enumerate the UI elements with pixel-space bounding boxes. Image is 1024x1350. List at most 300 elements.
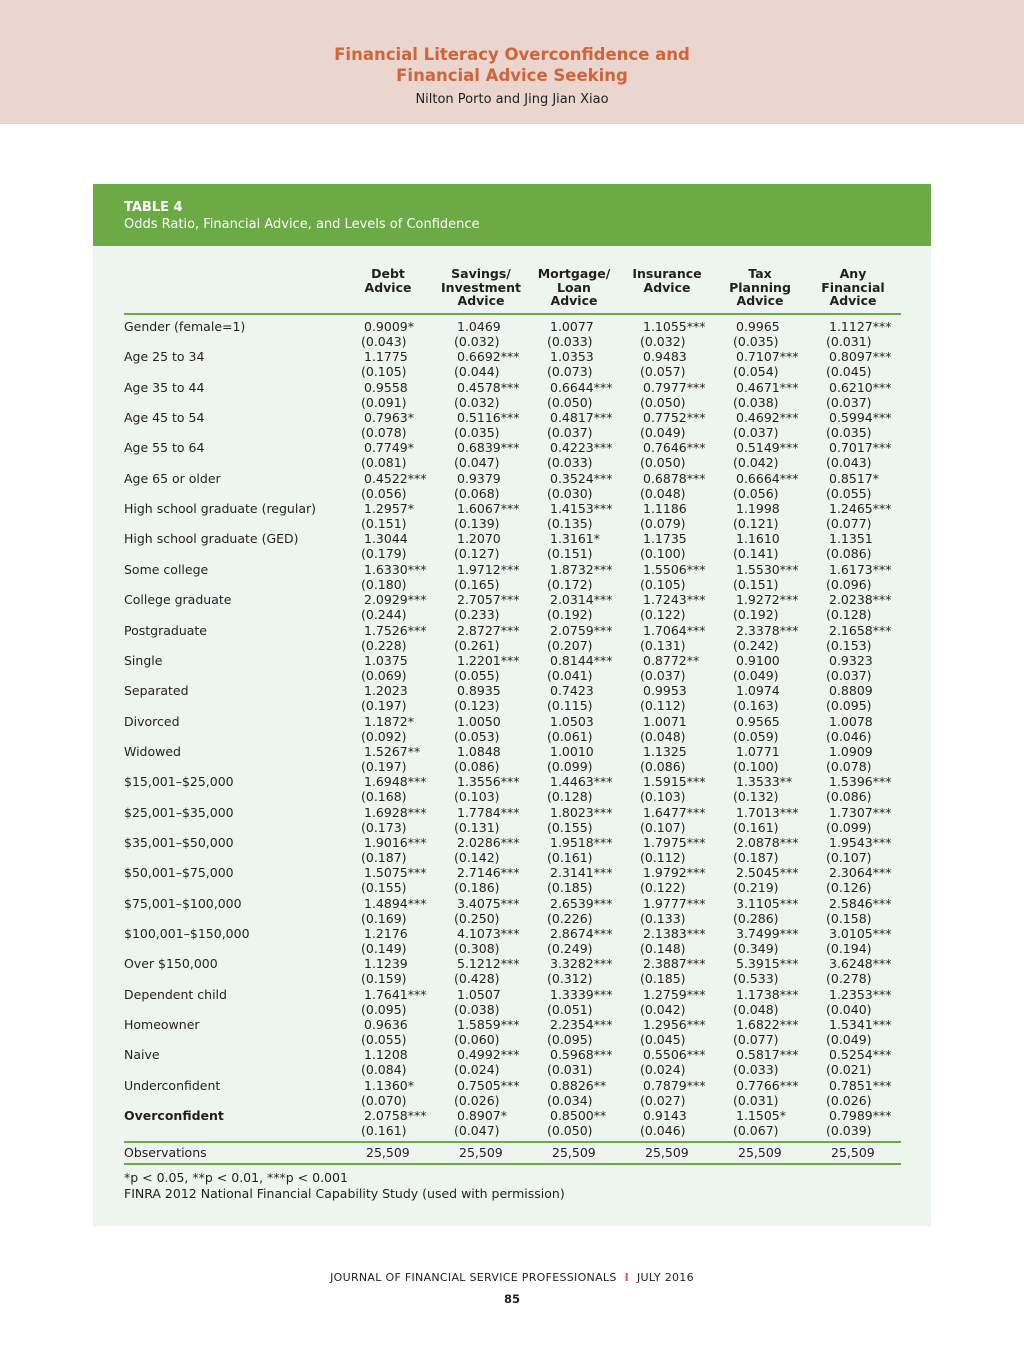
standard-error-cell: (0.131) (454, 819, 500, 835)
coefficient-cell: 1.9272*** (736, 592, 799, 608)
standard-error-cell: (0.122) (640, 607, 686, 623)
standard-error-cell: (0.151) (547, 546, 593, 562)
row-label: College graduate (124, 592, 232, 608)
coefficient-cell: 2.0758*** (364, 1108, 427, 1124)
coefficient-cell: 0.9953 (643, 683, 687, 699)
coefficient-cell: 1.7307*** (829, 804, 892, 820)
coefficient-cell: 0.7963* (364, 410, 414, 426)
standard-error-cell: (0.032) (454, 394, 500, 410)
coefficient-cell: 0.9379 (457, 470, 501, 486)
coefficient-cell: 0.7879*** (643, 1077, 706, 1093)
coefficient-cell: 1.9712*** (457, 561, 520, 577)
standard-error-cell: (0.047) (454, 455, 500, 471)
standard-error-cell: (0.207) (547, 637, 593, 653)
coefficient-cell: 1.0077 (550, 319, 594, 334)
standard-error-cell: (0.021) (826, 1062, 872, 1078)
coefficient-cell: 1.2465*** (829, 501, 892, 517)
coefficient-cell: 1.1186 (643, 501, 687, 517)
standard-error-cell: (0.187) (733, 849, 779, 865)
coefficient-cell: 2.8674*** (550, 926, 613, 941)
coefficient-cell: 1.7064*** (643, 622, 706, 638)
coefficient-cell: 2.1383*** (643, 926, 706, 941)
observations-top-rule (124, 1141, 901, 1143)
column-header-line: Financial (821, 279, 885, 295)
standard-error-cell: (0.148) (640, 941, 686, 956)
column-header-line: Any (839, 266, 867, 281)
coefficient-cell: 0.4578*** (457, 379, 520, 395)
standard-error-cell: (0.077) (826, 516, 872, 532)
coefficient-cell: 1.2353*** (829, 986, 892, 1002)
coefficient-cell: 0.6878*** (643, 470, 706, 486)
standard-error-cell: (0.069) (361, 667, 407, 683)
coefficient-cell: 0.4817*** (550, 410, 613, 426)
coefficient-cell: 1.6822*** (736, 1017, 799, 1033)
standard-error-cell: (0.045) (826, 364, 872, 380)
standard-error-cell: (0.067) (733, 1123, 779, 1139)
coefficient-cell: 1.0469 (457, 319, 501, 334)
coefficient-cell: 1.3044 (364, 531, 408, 547)
column-header-line: Debt (371, 266, 405, 281)
standard-error-cell: (0.192) (547, 607, 593, 623)
standard-error-cell: (0.250) (454, 910, 500, 926)
column-header-line: Tax (748, 266, 772, 281)
coefficient-cell: 1.9518*** (550, 834, 613, 850)
coefficient-cell: 1.0078 (829, 713, 873, 729)
coefficient-cell: 1.1208 (364, 1047, 408, 1063)
standard-error-cell: (0.035) (733, 334, 779, 349)
coefficient-cell: 2.3378*** (736, 622, 799, 638)
column-header (617, 267, 717, 294)
coefficient-cell: 3.4075*** (457, 895, 520, 911)
row-label: Separated (124, 683, 189, 699)
row-label: Overconfident (124, 1108, 224, 1124)
standard-error-cell: (0.249) (547, 941, 593, 956)
coefficient-cell: 1.5915*** (643, 774, 706, 790)
article-title-line2: Financial Advice Seeking (396, 66, 628, 85)
coefficient-cell: 1.7784*** (457, 804, 520, 820)
standard-error-cell: (0.046) (826, 728, 872, 744)
column-header-line: Advice (550, 293, 598, 308)
standard-error-cell: (0.244) (361, 607, 407, 623)
column-header (524, 267, 624, 308)
coefficient-cell: 0.5149*** (736, 440, 799, 456)
standard-error-cell: (0.038) (733, 394, 779, 410)
coefficient-cell: 2.0286*** (457, 834, 520, 850)
row-label: $25,001–$35,000 (124, 804, 234, 820)
standard-error-cell: (0.153) (826, 637, 872, 653)
coefficient-cell: 2.7057*** (457, 592, 520, 608)
coefficient-cell: 1.3533** (736, 774, 793, 790)
standard-error-cell: (0.261) (454, 637, 500, 653)
column-header (803, 267, 903, 308)
row-label: Age 65 or older (124, 470, 221, 486)
row-label: Over $150,000 (124, 956, 218, 972)
column-header (710, 267, 810, 308)
standard-error-cell: (0.180) (361, 576, 407, 592)
row-label: Postgraduate (124, 622, 207, 638)
row-label: Underconfident (124, 1077, 221, 1093)
standard-error-cell: (0.100) (640, 546, 686, 562)
standard-error-cell: (0.155) (361, 880, 407, 896)
coefficient-cell: 0.8809 (829, 683, 873, 699)
standard-error-cell: (0.115) (547, 698, 593, 714)
coefficient-cell: 1.9016*** (364, 834, 427, 850)
coefficient-cell: 0.8935 (457, 683, 501, 699)
standard-error-cell: (0.040) (826, 1001, 872, 1017)
row-label: Gender (female=1) (124, 319, 246, 334)
column-header-line: Savings/ (451, 266, 511, 281)
coefficient-cell: 1.7975*** (643, 834, 706, 850)
coefficient-cell: 1.5396*** (829, 774, 892, 790)
column-header-line: Planning (729, 279, 791, 295)
coefficient-cell: 2.0929*** (364, 592, 427, 608)
coefficient-cell: 0.8907* (457, 1108, 507, 1124)
row-label: Age 35 to 44 (124, 379, 205, 395)
standard-error-cell: (0.308) (454, 941, 500, 956)
header-rule (124, 313, 901, 315)
coefficient-cell: 0.9483 (643, 349, 687, 365)
standard-error-cell: (0.030) (547, 485, 593, 501)
standard-error-cell: (0.056) (733, 485, 779, 501)
observations-cell: 25,509 (831, 1145, 875, 1160)
standard-error-cell: (0.027) (640, 1092, 686, 1108)
coefficient-cell: 0.7989*** (829, 1108, 892, 1124)
coefficient-cell: 0.5817*** (736, 1047, 799, 1063)
standard-error-cell: (0.035) (454, 425, 500, 441)
column-header-line: Advice (364, 279, 412, 295)
coefficient-cell: 1.1735 (643, 531, 687, 547)
standard-error-cell: (0.086) (826, 789, 872, 805)
coefficient-cell: 1.2176 (364, 926, 408, 941)
standard-error-cell: (0.128) (547, 789, 593, 805)
standard-error-cell: (0.428) (454, 971, 500, 987)
standard-error-cell: (0.050) (547, 394, 593, 410)
standard-error-cell: (0.173) (361, 819, 407, 835)
coefficient-cell: 1.1055*** (643, 319, 706, 334)
coefficient-cell: 1.7243*** (643, 592, 706, 608)
standard-error-cell: (0.151) (361, 516, 407, 532)
standard-error-cell: (0.055) (826, 485, 872, 501)
coefficient-cell: 0.7749* (364, 440, 414, 456)
coefficient-cell: 0.7752*** (643, 410, 706, 426)
standard-error-cell: (0.219) (733, 880, 779, 896)
coefficient-cell: 1.6928*** (364, 804, 427, 820)
page-number: 85 (503, 1292, 520, 1306)
coefficient-cell: 0.6664*** (736, 470, 799, 486)
standard-error-cell: (0.226) (547, 910, 593, 926)
standard-error-cell: (0.026) (826, 1092, 872, 1108)
standard-error-cell: (0.149) (361, 941, 407, 956)
standard-error-cell: (0.084) (361, 1062, 407, 1078)
standard-error-cell: (0.073) (547, 364, 593, 380)
standard-error-cell: (0.033) (547, 334, 593, 349)
coefficient-cell: 1.7526*** (364, 622, 427, 638)
standard-error-cell: (0.121) (733, 516, 779, 532)
row-label: Age 55 to 64 (124, 440, 205, 456)
coefficient-cell: 1.4894*** (364, 895, 427, 911)
coefficient-cell: 1.1505* (736, 1108, 786, 1124)
coefficient-cell: 1.4463*** (550, 774, 613, 790)
standard-error-cell: (0.135) (547, 516, 593, 532)
coefficient-cell: 0.8772** (643, 652, 700, 668)
standard-error-cell: (0.122) (640, 880, 686, 896)
standard-error-cell: (0.050) (547, 1123, 593, 1139)
coefficient-cell: 1.8023*** (550, 804, 613, 820)
standard-error-cell: (0.095) (547, 1032, 593, 1048)
standard-error-cell: (0.037) (547, 425, 593, 441)
coefficient-cell: 1.6173*** (829, 561, 892, 577)
standard-error-cell: (0.187) (361, 849, 407, 865)
coefficient-cell: 0.5994*** (829, 410, 892, 426)
standard-error-cell: (0.155) (547, 819, 593, 835)
table-label: TABLE 4 (124, 200, 183, 215)
article-authors: Nilton Porto and Jing Jian Xiao (415, 92, 609, 107)
standard-error-cell: (0.081) (361, 455, 407, 471)
table-note: *p < 0.05, **p < 0.01, ***p < 0.001 (124, 1170, 348, 1185)
coefficient-cell: 1.7013*** (736, 804, 799, 820)
standard-error-cell: (0.095) (826, 698, 872, 714)
coefficient-cell: 0.5506*** (643, 1047, 706, 1063)
standard-error-cell: (0.127) (454, 546, 500, 562)
coefficient-cell: 2.7146*** (457, 865, 520, 881)
coefficient-cell: 1.1738*** (736, 986, 799, 1002)
standard-error-cell: (0.039) (826, 1123, 872, 1139)
standard-error-cell: (0.055) (361, 1032, 407, 1048)
coefficient-cell: 1.0503 (550, 713, 594, 729)
standard-error-cell: (0.105) (361, 364, 407, 380)
standard-error-cell: (0.168) (361, 789, 407, 805)
coefficient-cell: 0.7423 (550, 683, 594, 699)
coefficient-cell: 1.3161* (550, 531, 600, 547)
coefficient-cell: 4.1073*** (457, 926, 520, 941)
journal-name: JOURNAL OF FINANCIAL SERVICE PROFESSIONALS (330, 1271, 617, 1284)
standard-error-cell: (0.048) (640, 485, 686, 501)
coefficient-cell: 2.5045*** (736, 865, 799, 881)
standard-error-cell: (0.242) (733, 637, 779, 653)
standard-error-cell: (0.197) (361, 698, 407, 714)
column-header-line: Advice (829, 293, 877, 308)
standard-error-cell: (0.086) (640, 758, 686, 774)
standard-error-cell: (0.133) (640, 910, 686, 926)
standard-error-cell: (0.142) (454, 849, 500, 865)
standard-error-cell: (0.099) (826, 819, 872, 835)
column-header-line: Insurance (632, 266, 702, 281)
standard-error-cell: (0.159) (361, 971, 407, 987)
coefficient-cell: 0.7017*** (829, 440, 892, 456)
standard-error-cell: (0.172) (547, 576, 593, 592)
coefficient-cell: 1.1127*** (829, 319, 892, 334)
coefficient-cell: 2.6539*** (550, 895, 613, 911)
standard-error-cell: (0.078) (826, 758, 872, 774)
standard-error-cell: (0.131) (640, 637, 686, 653)
coefficient-cell: 0.4692*** (736, 410, 799, 426)
coefficient-cell: 0.8517* (829, 470, 879, 486)
article-title-line1: Financial Literacy Overconfidence and (334, 45, 690, 64)
standard-error-cell: (0.312) (547, 971, 593, 987)
coefficient-cell: 1.6477*** (643, 804, 706, 820)
coefficient-cell: 1.0909 (829, 743, 873, 759)
standard-error-cell: (0.038) (454, 1001, 500, 1017)
standard-error-cell: (0.186) (454, 880, 500, 896)
coefficient-cell: 3.3282*** (550, 956, 613, 972)
column-header-line: Investment (441, 279, 521, 295)
coefficient-cell: 2.0314*** (550, 592, 613, 608)
standard-error-cell: (0.095) (361, 1001, 407, 1017)
coefficient-cell: 1.0050 (457, 713, 501, 729)
row-label: Some college (124, 561, 209, 577)
standard-error-cell: (0.079) (640, 516, 686, 532)
table-panel (93, 184, 931, 1226)
row-label: Single (124, 652, 163, 668)
standard-error-cell: (0.042) (640, 1001, 686, 1017)
standard-error-cell: (0.103) (454, 789, 500, 805)
coefficient-cell: 0.6692*** (457, 349, 520, 365)
coefficient-cell: 0.9965 (736, 319, 780, 334)
coefficient-cell: 0.4992*** (457, 1047, 520, 1063)
footer-separator: I (624, 1271, 630, 1284)
coefficient-cell: 0.3524*** (550, 470, 613, 486)
standard-error-cell: (0.233) (454, 607, 500, 623)
coefficient-cell: 0.9100 (736, 652, 780, 668)
coefficient-cell: 0.5968*** (550, 1047, 613, 1063)
standard-error-cell: (0.169) (361, 910, 407, 926)
standard-error-cell: (0.165) (454, 576, 500, 592)
standard-error-cell: (0.126) (826, 880, 872, 896)
coefficient-cell: 1.9777*** (643, 895, 706, 911)
standard-error-cell: (0.286) (733, 910, 779, 926)
standard-error-cell: (0.031) (733, 1092, 779, 1108)
coefficient-cell: 0.4671*** (736, 379, 799, 395)
observations-cell: 25,509 (552, 1145, 596, 1160)
coefficient-cell: 0.5116*** (457, 410, 520, 426)
observations-cell: 25,509 (366, 1145, 410, 1160)
coefficient-cell: 2.3064*** (829, 865, 892, 881)
standard-error-cell: (0.092) (361, 728, 407, 744)
coefficient-cell: 2.2354*** (550, 1017, 613, 1033)
standard-error-cell: (0.051) (547, 1001, 593, 1017)
standard-error-cell: (0.026) (454, 1092, 500, 1108)
standard-error-cell: (0.024) (454, 1062, 500, 1078)
standard-error-cell: (0.192) (733, 607, 779, 623)
coefficient-cell: 1.1325 (643, 743, 687, 759)
standard-error-cell: (0.077) (733, 1032, 779, 1048)
coefficient-cell: 5.1212*** (457, 956, 520, 972)
standard-error-cell: (0.043) (361, 334, 407, 349)
row-label: $75,001–$100,000 (124, 895, 242, 911)
standard-error-cell: (0.123) (454, 698, 500, 714)
standard-error-cell: (0.105) (640, 576, 686, 592)
coefficient-cell: 0.7977*** (643, 379, 706, 395)
standard-error-cell: (0.037) (826, 394, 872, 410)
row-label: High school graduate (GED) (124, 531, 299, 547)
coefficient-cell: 2.0238*** (829, 592, 892, 608)
coefficient-cell: 1.6067*** (457, 501, 520, 517)
coefficient-cell: 1.5075*** (364, 865, 427, 881)
coefficient-cell: 0.7505*** (457, 1077, 520, 1093)
coefficient-cell: 3.7499*** (736, 926, 799, 941)
coefficient-cell: 2.5846*** (829, 895, 892, 911)
standard-error-cell: (0.050) (640, 455, 686, 471)
coefficient-cell: 3.6248*** (829, 956, 892, 972)
coefficient-cell: 1.0974 (736, 683, 780, 699)
column-header (431, 267, 531, 308)
standard-error-cell: (0.059) (733, 728, 779, 744)
coefficient-cell: 0.6839*** (457, 440, 520, 456)
standard-error-cell: (0.151) (733, 576, 779, 592)
coefficient-cell: 1.5267** (364, 743, 421, 759)
coefficient-cell: 0.8097*** (829, 349, 892, 365)
standard-error-cell: (0.091) (361, 394, 407, 410)
coefficient-cell: 1.0507 (457, 986, 501, 1002)
standard-error-cell: (0.161) (361, 1123, 407, 1139)
standard-error-cell: (0.107) (826, 849, 872, 865)
column-header (338, 267, 438, 294)
standard-error-cell: (0.042) (733, 455, 779, 471)
coefficient-cell: 1.1775 (364, 349, 408, 365)
coefficient-cell: 1.5341*** (829, 1017, 892, 1033)
standard-error-cell: (0.049) (733, 667, 779, 683)
coefficient-cell: 1.8732*** (550, 561, 613, 577)
standard-error-cell: (0.078) (361, 425, 407, 441)
column-header-line: Advice (643, 279, 691, 295)
coefficient-cell: 1.0010 (550, 743, 594, 759)
standard-error-cell: (0.035) (826, 425, 872, 441)
row-label: Dependent child (124, 986, 227, 1002)
coefficient-cell: 1.1610 (736, 531, 780, 547)
observations-cell: 25,509 (645, 1145, 689, 1160)
row-label: Age 45 to 54 (124, 410, 205, 426)
issue-date: JULY 2016 (637, 1271, 694, 1284)
standard-error-cell: (0.112) (640, 849, 686, 865)
coefficient-cell: 1.1351 (829, 531, 873, 547)
standard-error-cell: (0.185) (640, 971, 686, 987)
coefficient-cell: 1.5506*** (643, 561, 706, 577)
observations-bottom-rule (124, 1163, 901, 1165)
coefficient-cell: 2.0759*** (550, 622, 613, 638)
column-header-line: Loan (557, 279, 591, 295)
coefficient-cell: 2.8727*** (457, 622, 520, 638)
row-label: $50,001–$75,000 (124, 865, 234, 881)
coefficient-cell: 1.6330*** (364, 561, 427, 577)
coefficient-cell: 3.1105*** (736, 895, 799, 911)
coefficient-cell: 1.0071 (643, 713, 687, 729)
coefficient-cell: 2.3141*** (550, 865, 613, 881)
observations-cell: 25,509 (459, 1145, 503, 1160)
standard-error-cell: (0.032) (454, 334, 500, 349)
coefficient-cell: 0.9323 (829, 652, 873, 668)
standard-error-cell: (0.032) (640, 334, 686, 349)
coefficient-cell: 0.6644*** (550, 379, 613, 395)
coefficient-cell: 3.0105*** (829, 926, 892, 941)
standard-error-cell: (0.112) (640, 698, 686, 714)
standard-error-cell: (0.132) (733, 789, 779, 805)
standard-error-cell: (0.107) (640, 819, 686, 835)
coefficient-cell: 1.1872* (364, 713, 414, 729)
coefficient-cell: 0.8826** (550, 1077, 607, 1093)
standard-error-cell: (0.068) (454, 485, 500, 501)
standard-error-cell: (0.031) (826, 334, 872, 349)
coefficient-cell: 1.0771 (736, 743, 780, 759)
standard-error-cell: (0.033) (733, 1062, 779, 1078)
coefficient-cell: 1.2956*** (643, 1017, 706, 1033)
standard-error-cell: (0.103) (640, 789, 686, 805)
standard-error-cell: (0.163) (733, 698, 779, 714)
row-label: Widowed (124, 743, 181, 759)
standard-error-cell: (0.100) (733, 758, 779, 774)
column-header-line: Mortgage/ (537, 266, 611, 281)
standard-error-cell: (0.141) (733, 546, 779, 562)
standard-error-cell: (0.161) (733, 819, 779, 835)
